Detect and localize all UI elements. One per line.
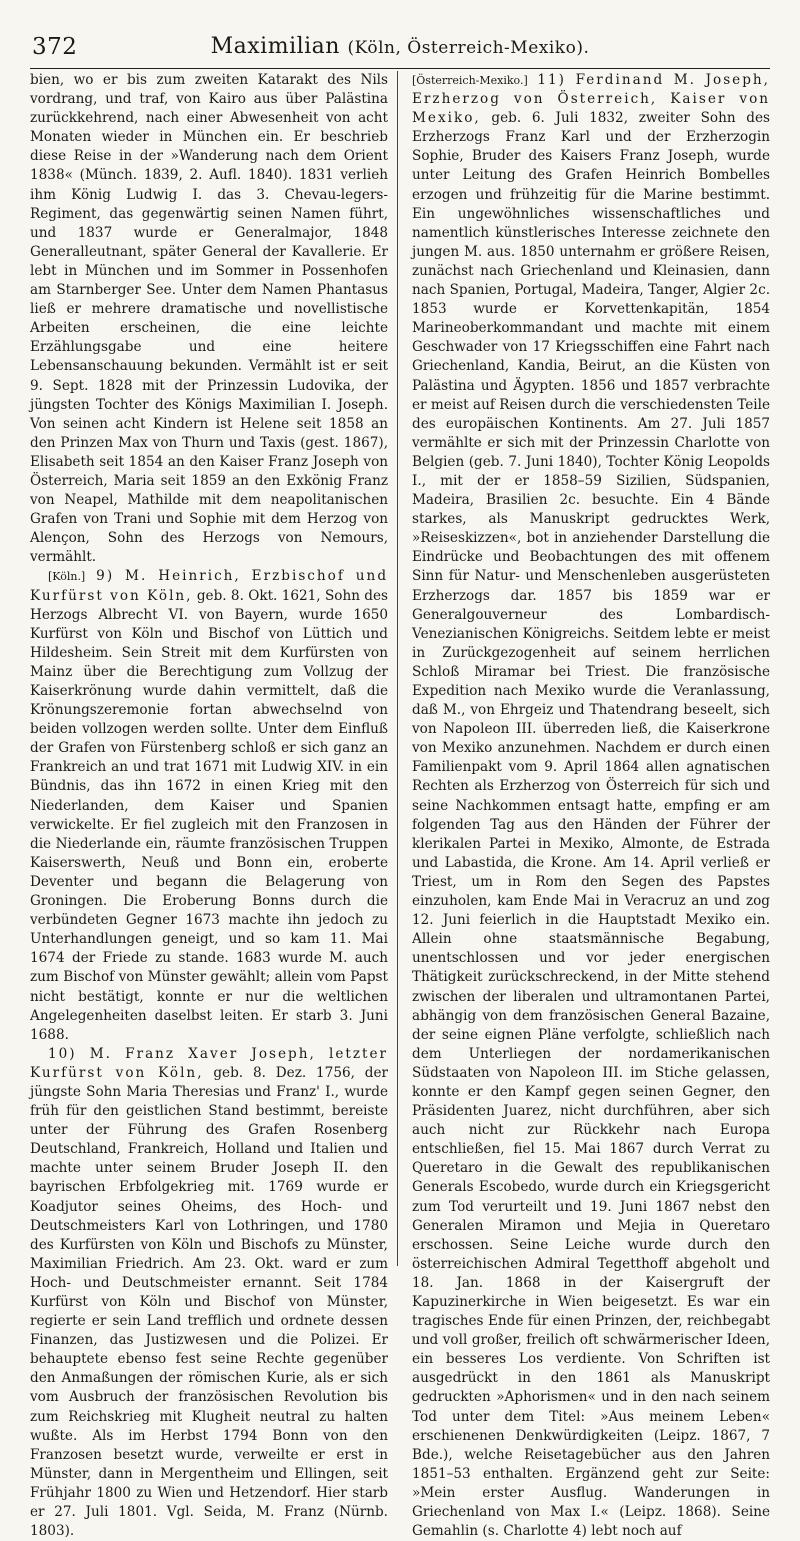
- page-number: 372: [32, 34, 78, 60]
- paragraph: bien, wo er bis zum zweiten Katarakt des Nils vordrang, und traf, von Kairo aus über Palästina zurückkehrend, nach einer Abwesenheit von acht Monaten wieder in München ein. Er beschrieb diese Reise in der »Wanderung nach dem Orient 1838« (Münch. 1839, 2. Aufl. 1840). 1831 verlieh ihm König Ludwig I. das 3. Chevau-legers-Regiment, das gegenwärtig seinen Namen führt, und 1837 wurde er Generalmajor, 1848 Generalleutnant, später General der Kavallerie. Er lebt in München und im Sommer in Possenhofen am Starnberger See. Unter dem Namen Phantasus ließ er mehrere dramatische und novellistische Arbeiten erscheinen, die eine leichte Erzählungsgabe und eine heitere Lebensanschauung bekunden. Vermählt ist er seit 9. Sept. 1828 mit der Prinzessin Ludovika, der jüngsten Tochter des Königs Maximilian I. Joseph. Von seinen acht Kindern ist Helene seit 1858 an den Prinzen Max von Thurn und Taxis (gest. 1867), Elisabeth seit 1854 an den Kaiser Franz Joseph von Österreich, Maria seit 1859 an den Exkönig Franz von Neapel, Mathilde mit dem neapolitanischen Grafen von Trani und Sophie mit dem Herzog von Alençon, Sohn des Herzogs von Nemours, vermählt.: [30, 72, 389, 566]
- entry-body: geb. 8. Okt. 1621, Sohn des Herzogs Albrecht VI. von Bayern, wurde 1650 Kurfürst von Köln und Bischof von Lüttich und Hildesheim. Sein Streit mit dem Kurfürsten von Mainz über die Berechtigung zum Vollzug der Kaiserkrönung wurde dahin vermittelt, daß die Krönungszeremonie fortan abwechselnd von beiden vollzogen werden sollte. Unter dem Einfluß der Grafen von Fürstenberg schloß er sich ganz an Frankreich an und trat 1671 mit Ludwig XIV. in ein Bündnis, das ihn 1672 in einen Krieg mit den Niederlanden, dem Kaiser und Spanien verwickelte. Er fiel zugleich mit den Franzosen in die Niederlande ein, räumte französischen Truppen Kaiserswerth, Neuß und Bonn ein, eroberte Deventer und begann die Belagerung von Groningen. Die Eroberung Bonns durch die verbündeten Gegner 1673 machte ihn jedoch zu Unterhandlungen geneigt, und so kam 11. Mai 1674 der Friede zu stande. 1683 wurde M. auch zum Bischof von Münster gewählt; allein vom Papst nicht bestätigt, konnte er nur die weltlichen Angelegenheiten daselbst leiten. Er starb 3. Juni 1688.: [30, 587, 389, 1043]
- page-header: [30, 28, 770, 69]
- entry-body: geb. 6. Juli 1832, zweiter Sohn des Erzherzogs Franz Karl und der Erzherzogin Sophie, Bruder des Kaisers Franz Joseph, wurde unter Leitung des Grafen Heinrich Bombelles erzogen und frühzeitig für die Marine bestimmt. Ein ungewöhnliches wissenschaftliches und namentlich künstlerisches Interesse zeichnete den jungen M. aus. 1850 unternahm er größere Reisen, zunächst nach Griechenland und Kleinasien, dann nach Spanien, Portugal, Madeira, Tanger, Algier 2c. 1853 wurde er Korvettenkapitän, 1854 Marineoberkommandant und machte mit einem Geschwader von 17 Kriegsschiffen eine Fahrt nach Griechenland, Kandia, Beirut, an die Küsten von Palästina und Ägypten. 1856 und 1857 verbrachte er meist auf Reisen durch die verschiedensten Teile des europäischen Kontinents. Am 27. Juli 1857 vermählte er sich mit der Prinzessin Charlotte von Belgien (geb. 7. Juni 1840), Tochter König Leopolds I., mit der er 1858–59 Sizilien, Südspanien, Madeira, Brasilien 2c. besuchte. Ein 4 Bände starkes, als Manuskript gedrucktes Werk, »Reiseskizzen«, bot in anziehender Darstellung die Eindrücke und Beobachtungen des mit offenem Sinn für Natur- und Menschenleben ausgerüsteten Erzherzogs dar. 1857 bis 1859 war er Generalgouverneur des Lombardisch-Venezianischen Königreichs. Seitdem lebte er meist in Zurückgezogenheit auf seinem herrlichen Schloß Miramar bei Triest. Die französische Expedition nach Mexiko wurde die Veranlassung, daß M., von Ehrgeiz und Thatendrang beseelt, sich von Napoleon III. überreden ließ, die Kaiserkrone von Mexiko anzunehmen. Nachdem er durch einen Familienpakt vom 9. April 1864 allen agnatischen Rechten als Erzherzog von Österreich für sich und seine Nachkommen entsagt hatte, empfing er am folgenden Tag aus den Händen der Führer der klerikalen Partei in Mexiko, Almonte, de Estrada und Labastida, die Krone. Am 14. April verließ er Triest, um in Rom den Segen des Papstes einzuholen, kam Ende Mai in Veracruz an und zog 12. Juni feierlich in die Hauptstadt Mexiko ein. Allein ohne staatsmännische Begabung, unentschlossen und vor jeder energischen Thätigkeit zurückschreckend, in der Mitte stehend zwischen der liberalen und ultramontanen Partei, abhängig von dem französischen General Bazaine, der seine eignen Pläne verfolgte, schließlich nach dem Unterliegen der nordamerikanischen Südstaaten von Napoleon III. im Stiche gelassen, konnte er den Kampf gegen seinen Gegner, den Präsidenten Juarez, nicht durchführen, aber sich auch nicht zur Rückkehr nach Europa entschließen, fiel 15. Mai 1867 durch Verrat zu Queretaro in die Gewalt des republikanischen Generals Escobedo, wurde durch ein Kriegsgericht zum Tod verurteilt und 19. Juni 1867 nebst den Generalen Miramon und Mejia in Queretaro erschossen. Seine Leiche wurde durch den österreichischen Admiral Tegetthoff abgeholt und 18. Jan. 1868 in der Kaisergruft der Kapuzinerkirche in Wien beigesetzt. Es war ein tragisches Ende für einen Prinzen, der, reichbegabt und voll großer, freilich oft schwärmerischer Ideen, ein besseres Los verdiente. Von Schriften ist ausgedrückt in den 1861 als Manuskript gedruckten »Aphorismen« und in den nach seinem Tod unter dem Titel: »Aus meinem Leben« erschienenen Denkwürdigkeiten (Leipz. 1867, 7 Bde.), welche Reisetagebücher aus den Jahren 1851–53 enthalten. Ergänzend geht zur Seite: »Mein erster Ausflug. Wanderungen in Griechenland von Max I.« (Leipz. 1868). Seine Gemahlin (s. Charlotte 4) lebt noch auf: [412, 110, 771, 1540]
- entry-heading: 11) Ferdinand M. Joseph, Erzherzog von Österreich, Kaiser von Mexiko,: [412, 72, 771, 127]
- running-head: [30, 34, 770, 59]
- entry-paragraph: [412, 71, 770, 1541]
- entry-body: geb. 8. Dez. 1756, der jüngste Sohn Maria Theresias und Franz' I., wurde früh für den geistlichen Stand bestimmt, bereiste unter der Führung des Grafen Rosenberg Deutschland, Frankreich, Holland und Italien und machte unter seinem Bruder Joseph II. den bayrischen Erbfolgekrieg mit. 1769 wurde er Koadjutor seines Oheims, des Hoch- und Deutschmeisters Karl von Lothringen, und 1780 des Kurfürsten von Köln und Bischofs zu Münster, Maximilian Friedrich. Am 23. Okt. ward er zum Hoch- und Deutschmeister ernannt. Seit 1784 Kurfürst von Köln und Bischof von Münster, regierte er sein Land trefflich und ordnete dessen Finanzen, das Justizwesen und die Polizei. Er behauptete ebenso fest seine Rechte gegenüber den Anmaßungen der römischen Kurie, als er sich vom Ausbruch der französischen Revolution bis zum Reichskrieg mit Klugheit neutral zu halten wußte. Als im Herbst 1794 Bonn von den Franzosen besetzt wurde, verweilte er erst in Münster, dann in Mergentheim und Ellingen, seit Frühjahr 1800 zu Wien und Hetzendorf. Hier starb er 27. Juli 1801. Vgl. Seida, M. Franz (Nürnb. 1803).: [30, 1064, 389, 1540]
- column-divider: [397, 71, 398, 1266]
- entry-paragraph: [30, 567, 388, 1044]
- entry-paragraph: [30, 1045, 388, 1541]
- section-tag: [Österreich-Mexiko.]: [412, 74, 528, 87]
- entry-heading: 10) M. Franz Xaver Joseph, letzter Kurfürst von Köln,: [30, 1045, 389, 1081]
- section-tag: [Köln.]: [48, 570, 86, 584]
- entry-heading: 9) M. Heinrich, Erzbischof und Kurfürst von Köln,: [30, 568, 389, 604]
- running-head-subtitle: (Köln, Österreich-Mexiko).: [347, 38, 590, 58]
- running-head-title: Maximilian: [210, 34, 340, 59]
- text-columns: [30, 71, 771, 1540]
- left-column: [30, 71, 392, 1540]
- right-column: [408, 71, 771, 1540]
